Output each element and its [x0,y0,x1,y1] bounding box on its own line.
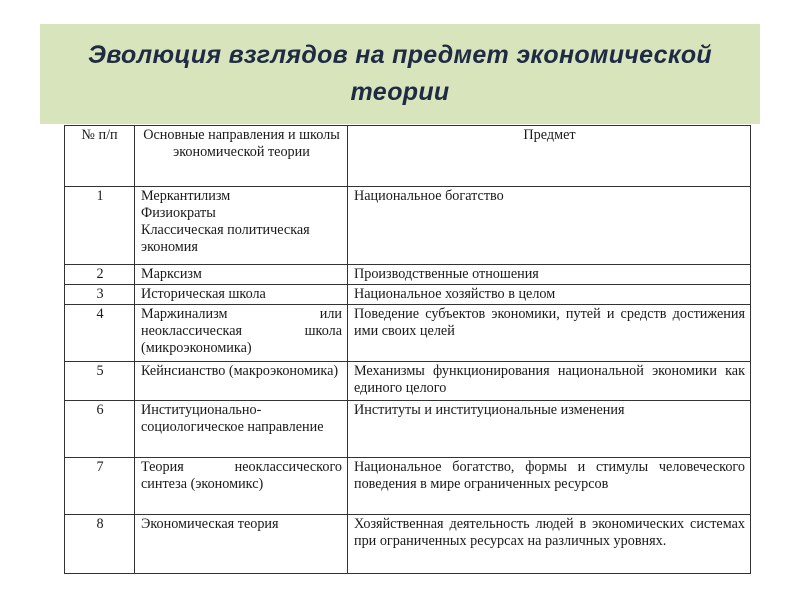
row-subject: Национальное богатство, формы и стимулы человеческого поведения в мире ограниченных ресурсов [348,458,751,515]
row-direction: Экономическая теория [135,515,348,574]
row-number: 8 [65,515,135,574]
row-number: 4 [65,305,135,362]
header-number: № п/п [65,126,135,187]
row-subject: Национальное хозяйство в целом [348,285,751,305]
table-header-row [65,126,751,187]
table-row [65,305,751,362]
row-subject: Поведение субъектов экономики, путей и средств достижения ими своих целей [348,305,751,362]
row-direction: Маржинализм или неоклассическая школа (микроэкономика) [135,305,348,362]
row-number: 3 [65,285,135,305]
table-row [65,187,751,265]
table-row [65,515,751,574]
row-direction: Институционально-социологическое направление [135,401,348,458]
row-direction: Кейнсианство (макроэкономика) [135,362,348,401]
row-number: 6 [65,401,135,458]
row-direction: Теория неоклассического синтеза (экономикс) [135,458,348,515]
row-subject: Институты и институциональные изменения [348,401,751,458]
direction-line: Классическая политическая экономия [141,222,310,255]
row-subject: Производственные отношения [348,265,751,285]
row-subject: Механизмы функционирования национальной экономики как единого целого [348,362,751,401]
theories-table [64,125,751,574]
row-direction [135,187,348,265]
direction-line: Физиократы [141,205,216,221]
row-number: 1 [65,187,135,265]
row-number: 7 [65,458,135,515]
title-banner [40,24,760,124]
header-subject: Предмет [348,126,751,187]
row-subject: Хозяйственная деятельность людей в экономических системах при ограниченных ресурсах на различных уровнях. [348,515,751,574]
header-direction: Основные направления и школы экономической теории [135,126,348,187]
row-number: 2 [65,265,135,285]
row-direction: Марксизм [135,265,348,285]
slide-title: Эволюция взглядов на предмет экономической теории [88,41,712,106]
direction-line: Меркантилизм [141,188,231,204]
table-row [65,265,751,285]
row-number: 5 [65,362,135,401]
table-row [65,458,751,515]
table-row [65,401,751,458]
table-row [65,285,751,305]
table-row [65,362,751,401]
row-subject: Национальное богатство [348,187,751,265]
row-direction: Историческая школа [135,285,348,305]
